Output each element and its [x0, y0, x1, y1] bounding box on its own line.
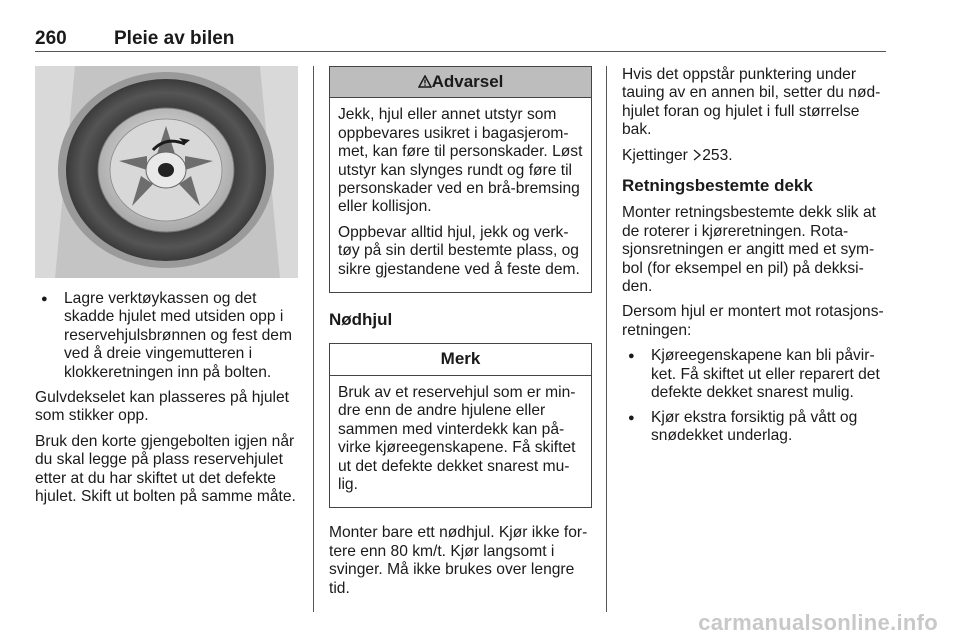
column-1	[35, 290, 300, 513]
paragraph: Bruk den korte gjengebolten igjen når du skal legge på plass reservehjulet etter at du har skiftet ut det defekte hjulet. Skift ut bolten på samme måte.	[35, 432, 296, 506]
paragraph: Bruk av et reservehjul som er min-dre enn de andre hjulene eller sammen med vinterdekk kan på-virke kjøreegenskapene. Få skiftet ut det defekte dekket snarest mu-lig.	[338, 383, 576, 493]
page-title: Pleie av bilen	[114, 28, 235, 49]
paragraph: Oppbevar alltid hjul, jekk og verk-tøy på sin dertil bestemte plass, og sikre gjestandene ved å feste dem.	[338, 223, 580, 278]
paragraph	[622, 147, 888, 165]
section-heading: Nødhjul	[329, 310, 393, 330]
bullet-list-2	[622, 347, 888, 445]
warning-header	[330, 67, 591, 98]
list-item: ● Kjøreegenskapene kan bli påvir-ket. Få skiftet ut eller reparert det defekte dekket snarest mulig.	[622, 347, 888, 402]
spare-wheel-illustration	[35, 66, 298, 278]
warning-title: Advarsel	[431, 72, 504, 91]
paragraph: Hvis det oppstår punktering under tauing av en annen bil, setter du nød-hjulet foran og hjulet i full størrelse bak.	[622, 66, 881, 139]
paragraph: Gulvdekselet kan plasseres på hjulet som stikker opp.	[35, 389, 289, 425]
warning-box	[329, 66, 592, 293]
bullet-list-1	[35, 290, 300, 382]
paragraph: Monter retningsbestemte dekk slik at de roterer i kjøreretningen. Rota-sjonsretningen er angitt med et sym-bol (for eksempel en pil) på dekksi-den.	[622, 204, 876, 296]
header-divider	[35, 51, 886, 52]
note-body	[330, 376, 591, 507]
note-header: Merk	[330, 344, 591, 375]
xref-text: Kjettinger	[622, 146, 693, 164]
xref-page[interactable]: 253.	[702, 146, 733, 164]
warning-triangle-icon	[418, 75, 432, 88]
paragraph: Monter bare ett nødhjul. Kjør ikke for-tere enn 80 km/t. Kjør langsomt i svinger. Må ikke brukes over lengre tid.	[329, 524, 588, 597]
list-item: ● Lagre verktøykassen og det skadde hjulet med utsiden opp i reservehjulsbrønnen og fest dem ved å dreie vingemutteren i klokkeretningen inn på bolten.	[35, 290, 300, 382]
column-divider-2	[606, 66, 607, 612]
column-2	[329, 66, 592, 605]
section-heading: Retningsbestemte dekk	[622, 176, 813, 196]
page-number: 260	[35, 28, 67, 49]
paragraph: Jekk, hjul eller annet utstyr som oppbevares usikret i bagasjerom-met, kan føre til personskader. Løst utstyr kan slynges rundt og føre til personskader ved en brå-bremsing eller kollisjon.	[338, 106, 583, 216]
watermark: carmanualsonline.info	[698, 610, 938, 635]
cross-reference-arrow-icon	[692, 149, 702, 161]
warning-body	[330, 98, 591, 292]
paragraph: Dersom hjul er montert mot rotasjons-retningen:	[622, 303, 884, 339]
column-3	[622, 66, 888, 452]
column-divider-1	[313, 66, 314, 612]
list-item: ● Kjør ekstra forsiktig på vått og snødekket underlag.	[622, 409, 888, 446]
spare-wheel-drawing	[35, 66, 298, 278]
note-box	[329, 343, 592, 508]
